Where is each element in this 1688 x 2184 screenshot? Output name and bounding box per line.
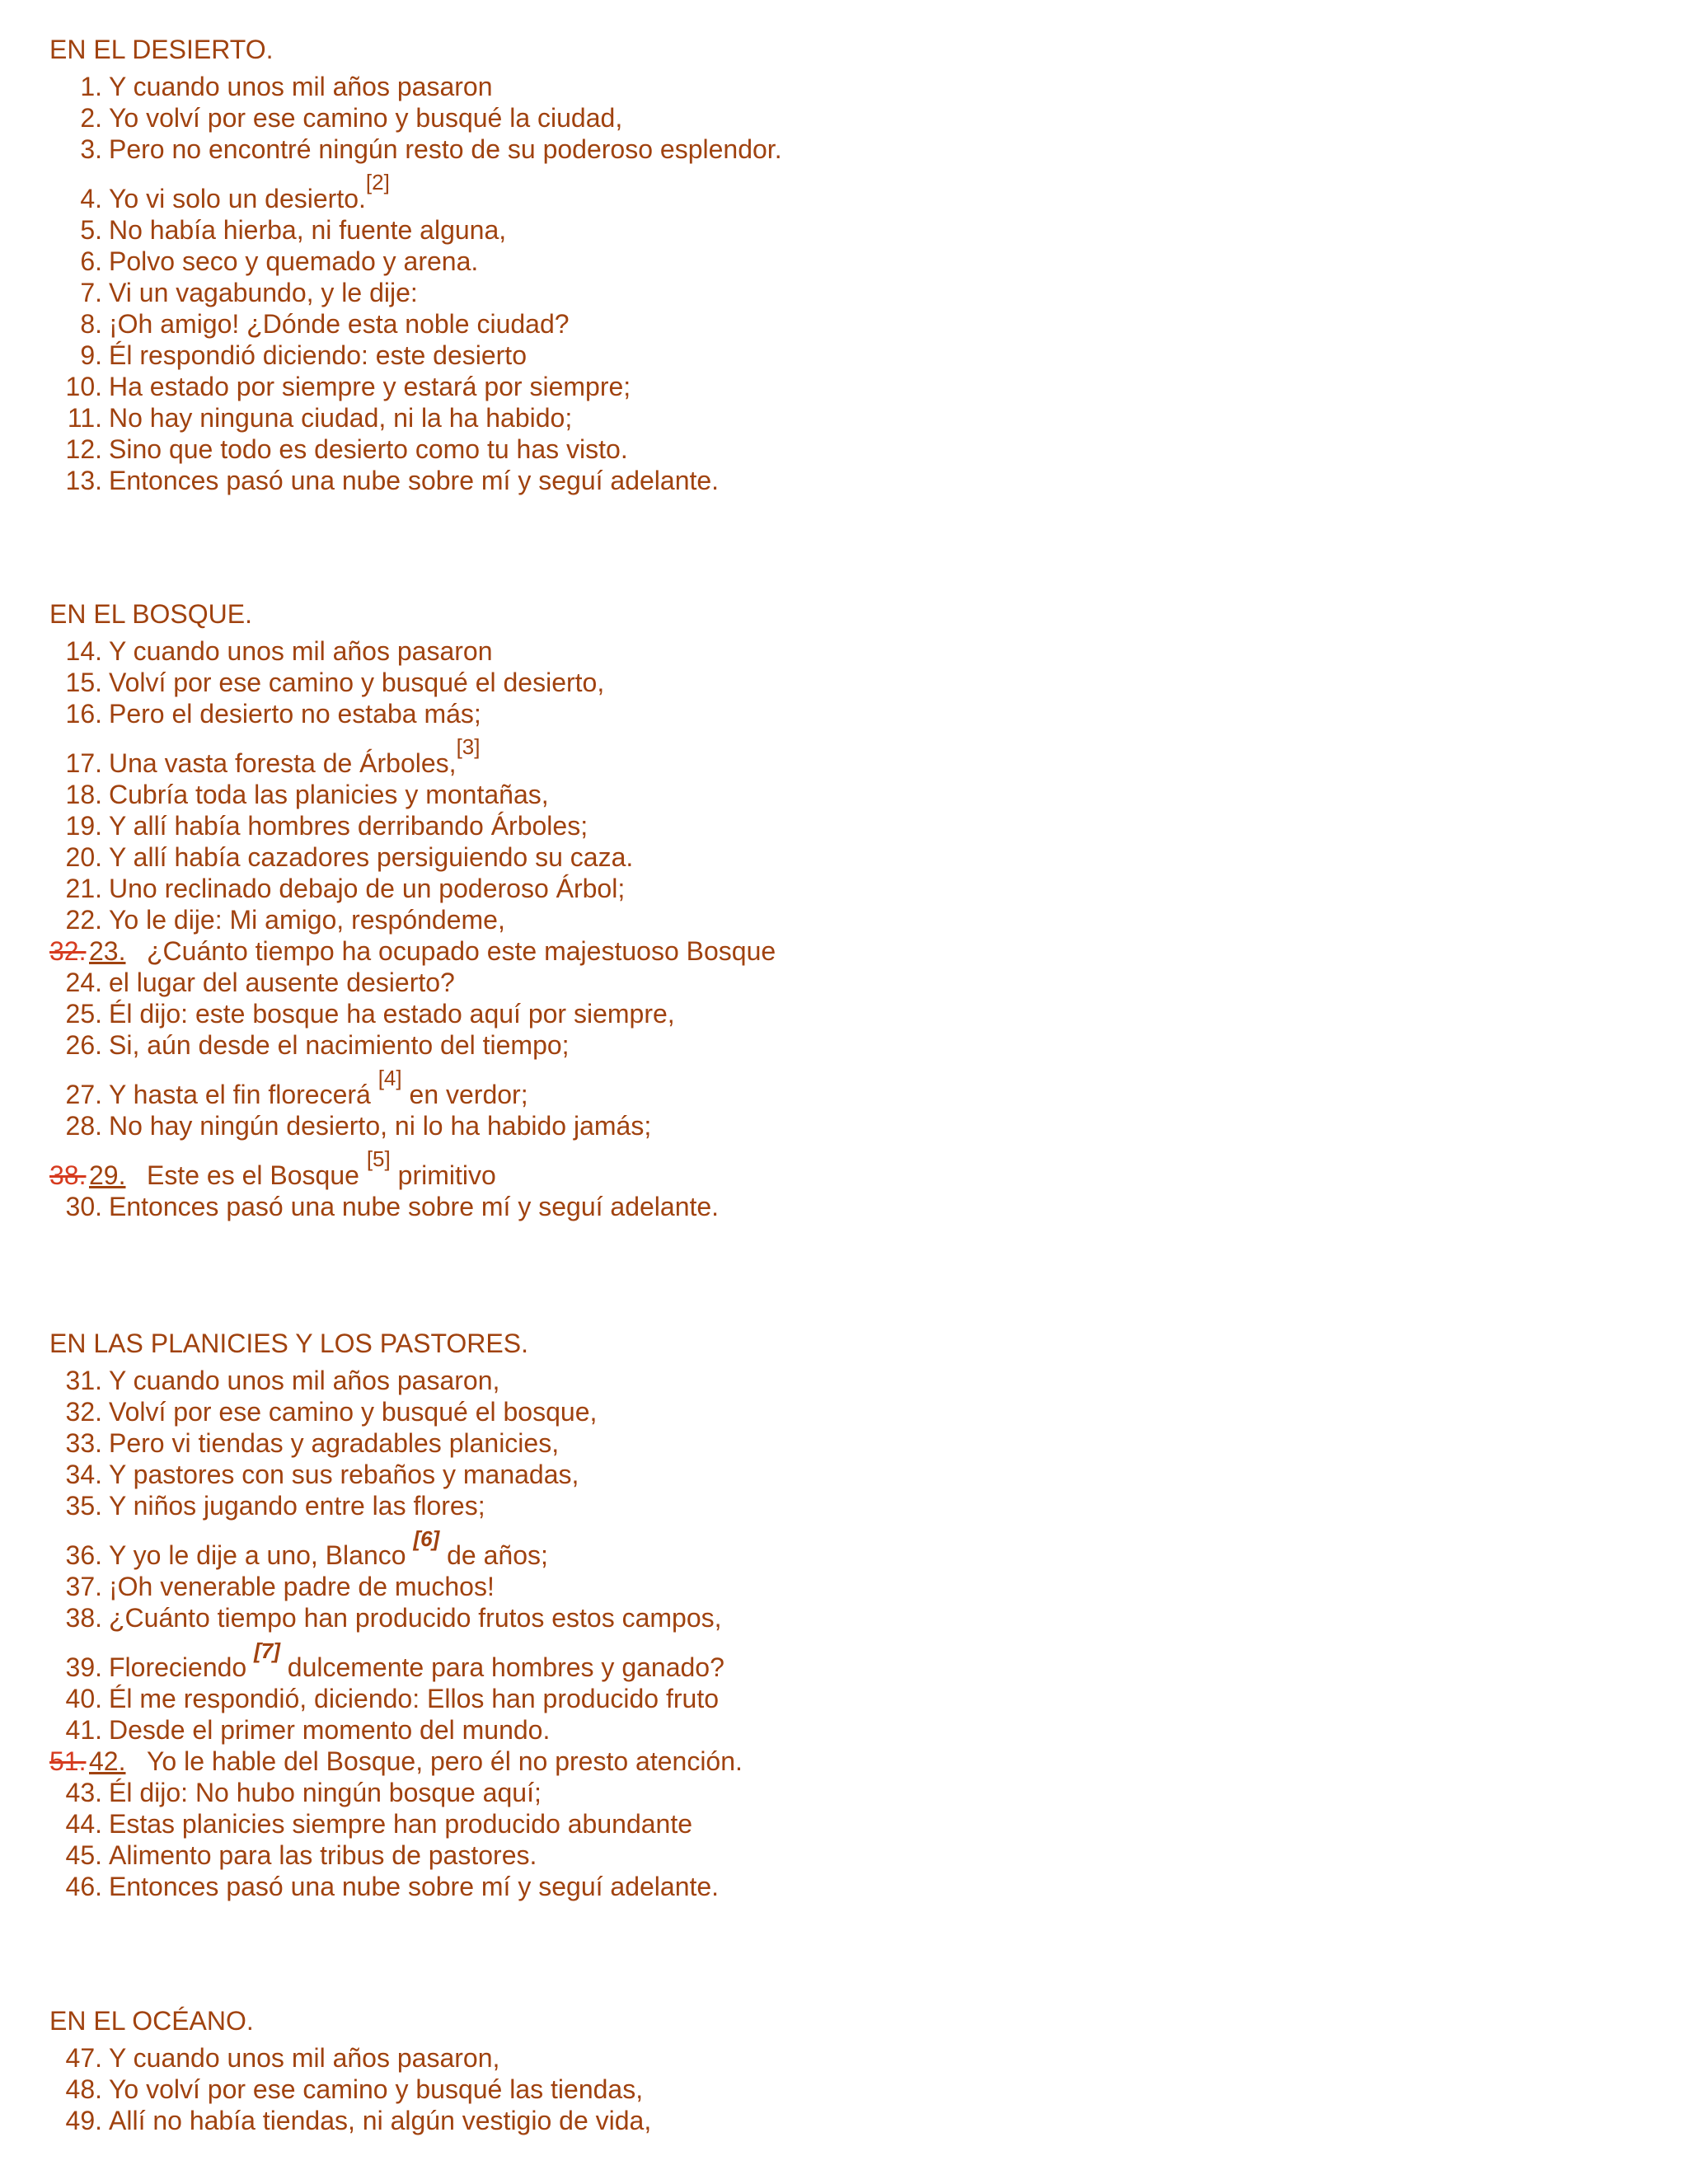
inserted-line-number: 42.: [89, 1746, 126, 1776]
verse-list: [0, 2042, 1688, 2136]
line-number: 49.: [65, 2106, 102, 2135]
line-text: Alimento para las tribus de pastores.: [109, 1840, 537, 1870]
line-text: Allí no había tiendas, ni algún vestigio de vida,: [109, 2106, 652, 2135]
line-text: Él dijo: No hubo ningún bosque aquí;: [109, 1778, 542, 1807]
verse-line: [0, 904, 1688, 935]
line-number: 21.: [65, 874, 102, 903]
verse-line: [0, 998, 1688, 1029]
verse-line: [0, 667, 1688, 698]
line-number: 14.: [65, 636, 102, 666]
inserted-line-number: 29.: [89, 1160, 126, 1190]
verse-list: [0, 71, 1688, 496]
line-number: 12.: [65, 434, 102, 464]
line-text: Polvo seco y quemado y arena.: [109, 246, 479, 276]
line-text: Él respondió diciendo: este desierto: [109, 340, 527, 370]
verse-line: [0, 967, 1688, 998]
verse-line: [0, 2105, 1688, 2136]
section-title: EN EL OCÉANO.: [49, 2006, 254, 2036]
line-text: Entonces pasó una nube sobre mí y seguí adelante.: [109, 1872, 720, 1901]
line-text: Y pastores con sus rebaños y manadas,: [109, 1460, 579, 1489]
line-text: Entonces pasó una nube sobre mí y seguí adelante.: [109, 466, 720, 495]
line-number: 11.: [67, 403, 102, 433]
line-number: 45.: [65, 1840, 102, 1870]
line-text-part: de años;: [439, 1540, 548, 1570]
line-text-part: Una vasta foresta de Árboles,: [109, 748, 457, 778]
line-text: Cubría toda las planicies y montañas,: [109, 780, 549, 809]
line-text: No hay ningún desierto, ni lo ha habido jamás;: [109, 1111, 652, 1141]
line-text: Pero el desierto no estaba más;: [109, 699, 481, 729]
line-number: 31.: [65, 1366, 102, 1395]
verse-line: [0, 873, 1688, 904]
line-text: [147, 1146, 496, 1191]
line-number: 19.: [65, 811, 102, 841]
verse-line-revised: [0, 1746, 1688, 1777]
line-number: 48.: [65, 2074, 102, 2104]
footnote-marker[interactable]: [5]: [366, 1146, 391, 1172]
verse-line: [0, 2042, 1688, 2074]
line-text: Pero no encontré ningún resto de su poderoso esplendor.: [109, 134, 782, 164]
line-text: Ha estado por siempre y estará por siempre;: [109, 372, 631, 401]
verse-line: [0, 1777, 1688, 1808]
verse-line: [0, 1066, 1688, 1110]
line-text: Vi un vagabundo, y le dije:: [109, 278, 418, 307]
line-number: 34.: [65, 1460, 102, 1489]
deleted-line-number: 38.: [49, 1160, 87, 1190]
line-text: el lugar del ausente desierto?: [109, 968, 455, 997]
verse-line: [0, 1871, 1688, 1902]
line-number: 35.: [65, 1491, 102, 1521]
line-number: 15.: [65, 668, 102, 697]
line-number: 13.: [65, 466, 102, 495]
line-text: ¡Oh amigo! ¿Dónde esta noble ciudad?: [109, 309, 570, 339]
section-title: EN EL BOSQUE.: [49, 599, 252, 629]
verse-line: [0, 246, 1688, 277]
verse-line: [0, 214, 1688, 246]
line-number: 47.: [65, 2043, 102, 2073]
line-number: 1.: [80, 72, 102, 101]
deleted-line-number: 51.: [49, 1746, 87, 1776]
line-text: Pero vi tiendas y agradables planicies,: [109, 1428, 560, 1458]
verse-line: [0, 1191, 1688, 1222]
verse-line: [0, 1029, 1688, 1061]
verse-line: [0, 2074, 1688, 2105]
line-number: 20.: [65, 842, 102, 872]
verse-line: [0, 734, 1688, 779]
line-number: 24.: [65, 968, 102, 997]
verse-list: [0, 635, 1688, 1222]
line-number: 22.: [65, 905, 102, 935]
line-text: Él me respondió, diciendo: Ellos han producido fruto: [109, 1684, 719, 1713]
line-text: Volví por ese camino y busqué el bosque,: [109, 1397, 598, 1427]
line-number: 46.: [65, 1872, 102, 1901]
line-number: 41.: [65, 1715, 102, 1745]
line-text: Estas planicies siempre han producido abundante: [109, 1809, 693, 1839]
verse-line: [0, 340, 1688, 371]
line-text: ¿Cuánto tiempo han producido frutos estos campos,: [109, 1603, 722, 1633]
line-text: Entonces pasó una nube sobre mí y seguí adelante.: [109, 1192, 720, 1221]
line-text: Yo le hable del Bosque, pero él no presto atención.: [147, 1746, 743, 1776]
verse-list: [0, 1365, 1688, 1902]
line-number: 33.: [65, 1428, 102, 1458]
line-number: 4.: [80, 184, 102, 213]
footnote-marker[interactable]: [4]: [377, 1066, 402, 1091]
line-text: No había hierba, ni fuente alguna,: [109, 215, 507, 245]
line-text: Y allí había hombres derribando Árboles;: [109, 811, 588, 841]
line-text: Y niños jugando entre las flores;: [109, 1491, 485, 1521]
deleted-line-number: 32.: [49, 936, 87, 966]
verse-line: [0, 308, 1688, 340]
section-title: EN LAS PLANICIES Y LOS PASTORES.: [49, 1329, 528, 1358]
line-text-part: en verdor;: [401, 1080, 528, 1109]
line-text: [109, 1638, 724, 1683]
line-number: 18.: [65, 780, 102, 809]
verse-line: [0, 371, 1688, 402]
line-text: [109, 170, 390, 214]
line-number: 8.: [80, 309, 102, 339]
line-text-part: dulcemente para hombres y ganado?: [279, 1652, 724, 1682]
verse-line: [0, 1365, 1688, 1396]
verse-line: [0, 134, 1688, 165]
line-text-part: Floreciendo: [109, 1652, 255, 1682]
line-text-part: Y hasta el fin florecerá: [109, 1080, 378, 1109]
line-text-part: primitivo: [390, 1160, 496, 1190]
footnote-marker[interactable]: [7]: [254, 1638, 280, 1664]
verse-line: [0, 698, 1688, 729]
line-text: Y cuando unos mil años pasaron: [109, 72, 493, 101]
line-number: 30.: [65, 1192, 102, 1221]
verse-line: [0, 635, 1688, 667]
line-text: Y cuando unos mil años pasaron,: [109, 2043, 500, 2073]
verse-line: [0, 402, 1688, 434]
verse-line: [0, 277, 1688, 308]
verse-line: [0, 779, 1688, 810]
line-number: 25.: [65, 999, 102, 1029]
line-number: 39.: [65, 1652, 102, 1682]
verse-line: [0, 1427, 1688, 1459]
line-text: Yo volví por ese camino y busqué las tiendas,: [109, 2074, 644, 2104]
verse-line: [0, 1602, 1688, 1633]
line-text: [109, 1066, 528, 1110]
line-number: 43.: [65, 1778, 102, 1807]
line-number: 10.: [65, 372, 102, 401]
line-text: Volví por ese camino y busqué el desierto,: [109, 668, 605, 697]
verse-line: [0, 1110, 1688, 1141]
verse-line: [0, 102, 1688, 134]
line-text-part: Yo vi solo un desierto.: [109, 184, 366, 213]
verse-line: [0, 1683, 1688, 1714]
verse-line: [0, 1638, 1688, 1683]
verse-line: [0, 434, 1688, 465]
line-number: 9.: [80, 340, 102, 370]
inserted-line-number: 23.: [89, 936, 126, 966]
verse-line: [0, 1571, 1688, 1602]
line-text-part: Este es el Bosque: [147, 1160, 367, 1190]
line-number: 38.: [65, 1603, 102, 1633]
line-text-part: Y yo le dije a uno, Blanco: [109, 1540, 414, 1570]
line-number: 27.: [65, 1080, 102, 1109]
line-number: 17.: [65, 748, 102, 778]
footnote-marker[interactable]: [3]: [456, 734, 481, 760]
verse-line: [0, 841, 1688, 873]
line-number: 7.: [80, 278, 102, 307]
line-number: 6.: [80, 246, 102, 276]
line-text: ¿Cuánto tiempo ha ocupado este majestuoso Bosque: [147, 936, 776, 966]
line-number: 16.: [65, 699, 102, 729]
line-text: ¡Oh venerable padre de muchos!: [109, 1572, 495, 1601]
line-text: Y allí había cazadores persiguiendo su caza.: [109, 842, 634, 872]
line-text: Y cuando unos mil años pasaron: [109, 636, 493, 666]
line-text: [109, 1526, 548, 1571]
verse-line-revised: [0, 935, 1688, 967]
line-number: 40.: [65, 1684, 102, 1713]
line-number: 36.: [65, 1540, 102, 1570]
line-number: 3.: [80, 134, 102, 164]
verse-line: [0, 1396, 1688, 1427]
line-text: Desde el primer momento del mundo.: [109, 1715, 551, 1745]
line-text: Yo le dije: Mi amigo, respóndeme,: [109, 905, 505, 935]
section-title: EN EL DESIERTO.: [49, 35, 274, 64]
line-text: Si, aún desde el nacimiento del tiempo;: [109, 1030, 570, 1060]
verse-line: [0, 170, 1688, 214]
line-number: 32.: [65, 1397, 102, 1427]
verse-line: [0, 71, 1688, 102]
footnote-marker[interactable]: [6]: [413, 1526, 440, 1552]
line-number: 5.: [80, 215, 102, 245]
verse-line: [0, 1808, 1688, 1840]
verse-line: [0, 1840, 1688, 1871]
verse-line: [0, 810, 1688, 841]
line-number: 44.: [65, 1809, 102, 1839]
line-text: Sino que todo es desierto como tu has visto.: [109, 434, 628, 464]
line-number: 2.: [80, 103, 102, 133]
verse-line-revised: [0, 1146, 1688, 1191]
verse-line: [0, 1490, 1688, 1521]
verse-line: [0, 1526, 1688, 1571]
line-number: 26.: [65, 1030, 102, 1060]
line-text: No hay ninguna ciudad, ni la ha habido;: [109, 403, 573, 433]
line-text: Y cuando unos mil años pasaron,: [109, 1366, 500, 1395]
verse-line: [0, 465, 1688, 496]
line-text: Él dijo: este bosque ha estado aquí por siempre,: [109, 999, 675, 1029]
footnote-marker[interactable]: [2]: [365, 170, 390, 195]
line-number: 28.: [65, 1111, 102, 1141]
verse-line: [0, 1459, 1688, 1490]
line-text: Yo volví por ese camino y busqué la ciudad,: [109, 103, 623, 133]
line-text: [109, 734, 481, 779]
line-text: Uno reclinado debajo de un poderoso Árbol;: [109, 874, 626, 903]
verse-line: [0, 1714, 1688, 1746]
line-number: 37.: [65, 1572, 102, 1601]
